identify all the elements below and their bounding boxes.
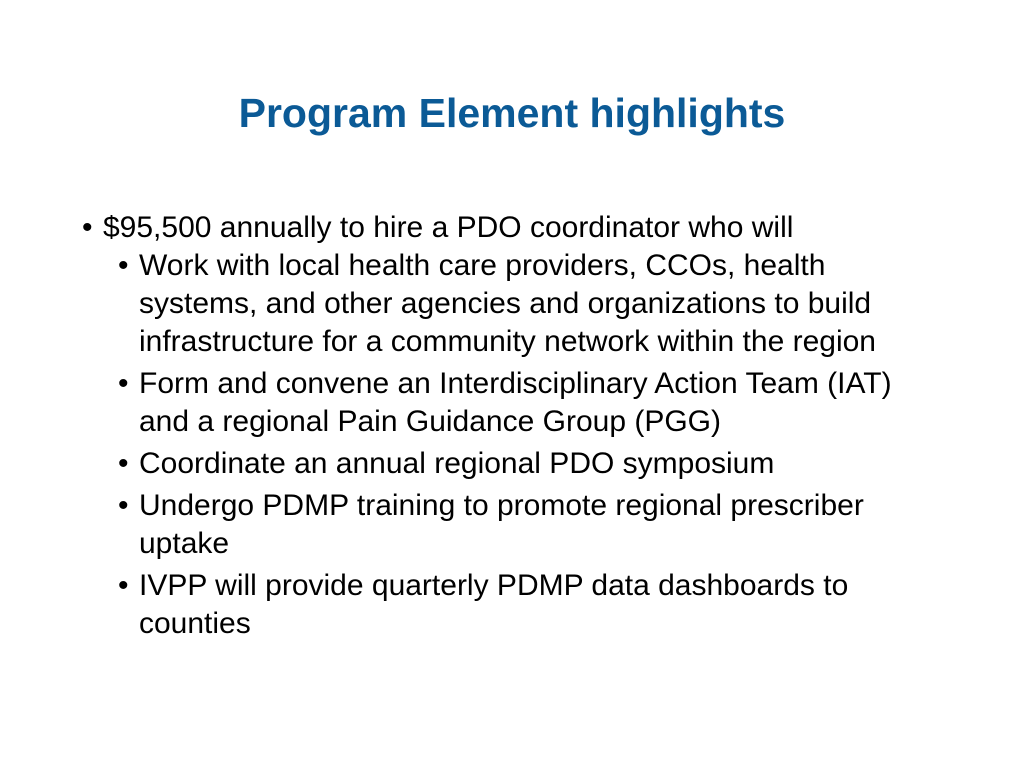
sub-bullet-iat: [82, 365, 1012, 441]
sub-bullet-line: uptake: [139, 527, 230, 560]
sub-bullet-line: and a regional Pain Guidance Group (PGG): [139, 405, 721, 438]
bullet-marker: •: [118, 447, 129, 480]
bullet-marker: •: [118, 249, 129, 282]
sub-bullet-symposium: [82, 445, 1012, 483]
sub-bullet-network: [82, 247, 1012, 361]
sub-bullet-line: Form and convene an Interdisciplinary Action Team (IAT): [139, 367, 892, 400]
bullet-marker: •: [118, 569, 129, 602]
bullet-marker: •: [118, 367, 129, 400]
sub-bullet-line: Coordinate an annual regional PDO symposium: [139, 447, 775, 480]
sub-bullet-pdmp-training: [82, 487, 1012, 563]
sub-bullet-line: infrastructure for a community network within the region: [139, 325, 876, 358]
slide-body: [82, 209, 1012, 643]
slide-title: Program Element highlights: [238, 90, 786, 136]
bullet-marker: •: [82, 211, 93, 244]
bullet-level1: [82, 209, 1012, 247]
sub-bullet-line: counties: [139, 607, 251, 640]
sub-bullet-line: Work with local health care providers, CCOs, health: [139, 249, 826, 282]
sub-bullet-line: systems, and other agencies and organizations to build: [139, 287, 872, 320]
sub-bullet-line: Undergo PDMP training to promote regional prescriber: [139, 489, 864, 522]
sub-bullet-dashboards: [82, 567, 1012, 643]
bullet-marker: •: [118, 489, 129, 522]
bullet-text: $95,500 annually to hire a PDO coordinator who will: [103, 211, 794, 244]
sub-bullet-line: IVPP will provide quarterly PDMP data dashboards to: [139, 569, 849, 602]
